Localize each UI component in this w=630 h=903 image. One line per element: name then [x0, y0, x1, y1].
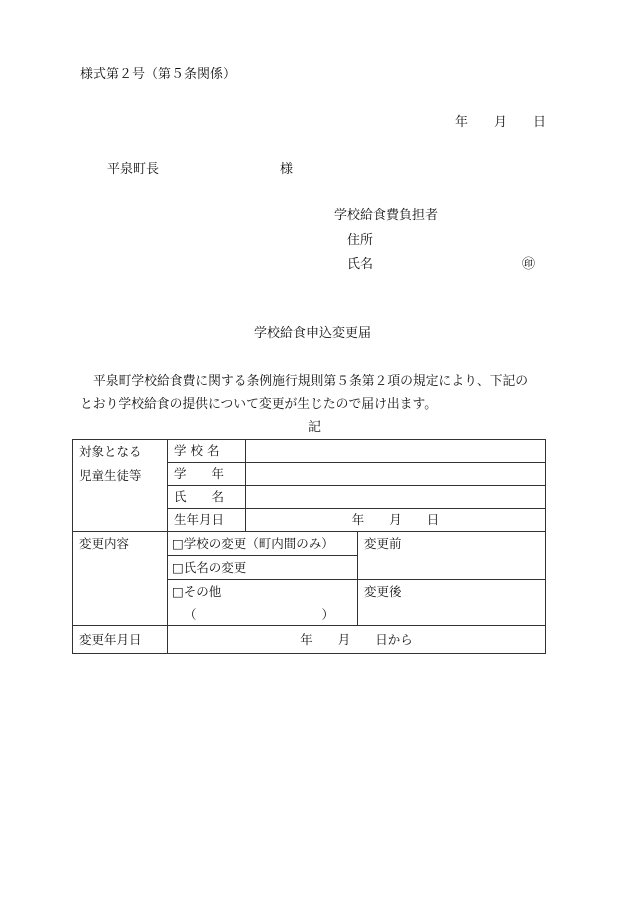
change-content-label: 変更内容 [73, 532, 168, 626]
school-name-field[interactable] [246, 440, 546, 463]
note-heading: 記 [308, 420, 322, 435]
change-form-table [72, 439, 546, 654]
applicant-title: 学校給食費負担者 [334, 208, 439, 223]
name-label: 氏名 [347, 257, 374, 272]
date-line: 年 月 日 [455, 115, 547, 130]
birthdate-field[interactable]: 年 月 日 [246, 509, 546, 532]
subject-label-line2: 児童生徒等 [79, 468, 142, 483]
document-title: 学校給食申込変更届 [254, 326, 372, 341]
body-line-1: 平泉町学校給食費に関する条例施行規則第５条第２項の規定により、下記の [93, 374, 529, 389]
address-label: 住所 [347, 233, 374, 248]
seal-mark: ㊞ [522, 257, 536, 272]
form-number: 様式第２号（第５条関係） [80, 67, 237, 82]
school-name-label: 学 校 名 [168, 440, 246, 463]
student-name-field[interactable] [246, 486, 546, 509]
option-other-cell[interactable] [168, 580, 358, 626]
before-change-cell[interactable]: 変更前 [358, 532, 546, 580]
subject-label-cell [73, 440, 168, 532]
change-date-field[interactable]: 年 月 日から [168, 626, 546, 654]
grade-field[interactable] [246, 463, 546, 486]
change-date-label: 変更年月日 [73, 626, 168, 654]
option-other: □その他 [172, 584, 222, 599]
student-name-label: 氏 名 [168, 486, 246, 509]
honorific: 様 [280, 162, 294, 177]
addressee: 平泉町長 [107, 162, 160, 177]
after-change-cell[interactable]: 変更後 [358, 580, 546, 626]
option-name-change[interactable]: □氏名の変更 [168, 556, 358, 580]
option-school-change[interactable]: □学校の変更（町内間のみ） [168, 532, 358, 556]
subject-label-line1: 対象となる [79, 444, 142, 459]
body-line-2: とおり学校給食の提供について変更が生じたので届け出ます。 [80, 397, 438, 412]
birthdate-label: 生年月日 [168, 509, 246, 532]
option-other-paren: （ ） [184, 607, 335, 622]
grade-label: 学 年 [168, 463, 246, 486]
